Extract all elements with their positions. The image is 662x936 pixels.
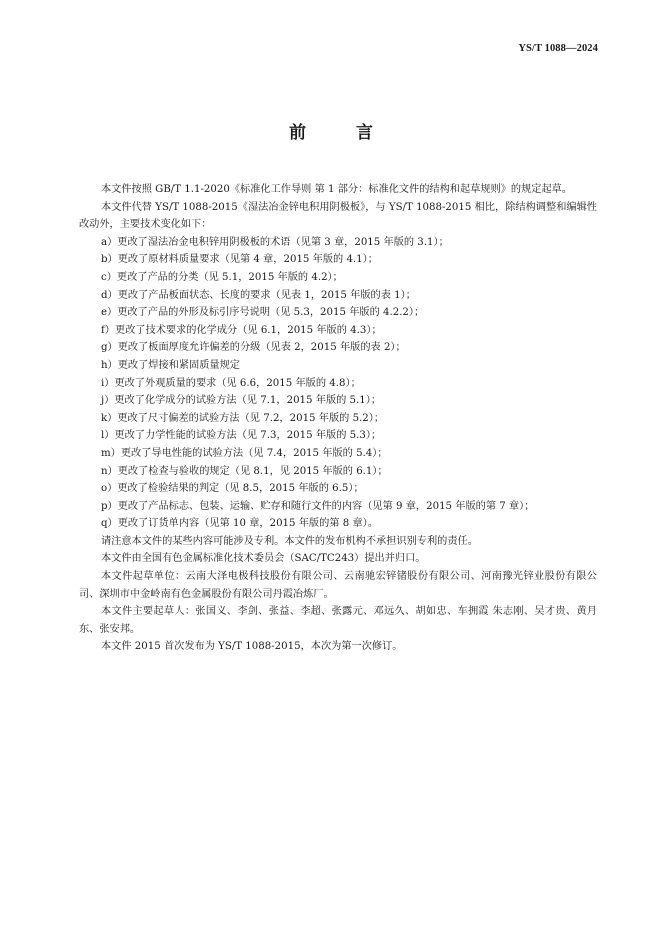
paragraph-replaces: 本文件代替 YS/T 1088-2015《湿法冶金锌电积用阴极板》，与 YS/T 1088-2015 相比，除结构调整和编辑性改动外，主要技术变化如下： bbox=[79, 201, 597, 231]
list-item: k）更改了尺寸偏差的试验方法（见 7.2，2015 年版的 5.2）； bbox=[101, 412, 385, 424]
list-item: h）更改了焊接和紧固质量规定 bbox=[101, 359, 240, 371]
list-item: d）更改了产品板面状态、长度的要求（见表 1，2015 年版的表 1）； bbox=[101, 289, 416, 301]
list-item: i）更改了外观质量的要求（见 6.6，2015 年版的 4.8）； bbox=[101, 377, 361, 389]
paragraph-drafting-units: 本文件起草单位：云南大泽电极科技股份有限公司、云南驰宏锌锗股份有限公司、河南豫光锌业股份有限公司、深圳市中金岭南有色金属股份有限公司丹霞冶炼厂。 bbox=[79, 571, 597, 600]
paragraph-patent-notice: 请注意本文件的某些内容可能涉及专利。本文件的发布机构不承担识别专利的责任。 bbox=[101, 535, 478, 547]
list-item: b）更改了原材料质量要求（见第 4 章，2015 年版的 4.1）； bbox=[101, 254, 378, 266]
page-title: 前 言 bbox=[289, 123, 395, 143]
list-item: g）更改了板面厚度允许偏差的分级（见表 2，2015 年版的表 2）； bbox=[101, 342, 406, 354]
list-item: e）更改了产品的外形及标引序号说明（见 5.3，2015 年版的 4.2.2）； bbox=[101, 307, 425, 319]
list-item: o）更改了检验结果的判定（见 8.5，2015 年版的 6.5）； bbox=[101, 483, 364, 495]
paragraph-drafters: 本文件主要起草人：张国义、李剑、张益、李超、张露元、邓远久、胡如忠、车拥霞 朱志刚、吴才贵、黄月东、张安邦。 bbox=[79, 606, 597, 635]
list-item: m）更改了导电性能的试验方法（见 7.4，2015 年版的 5.4）； bbox=[101, 447, 388, 459]
list-item: f）更改了技术要求的化学成分（见 6.1，2015 年版的 4.3）； bbox=[101, 324, 382, 336]
list-item: n）更改了检查与验收的规定（见 8.1，见 2015 年版的 6.1）； bbox=[101, 465, 388, 477]
list-item: a）更改了湿法冶金电积锌用阴极板的术语（见第 3 章，2015 年版的 3.1）； bbox=[101, 236, 449, 248]
paragraph-drafting-rules: 本文件按照 GB/T 1.1-2020《标准化工作导则 第 1 部分：标准化文件的结构和起草规则》的规定起草。 bbox=[101, 184, 573, 195]
list-item: p）更改了产品标志、包装、运输、贮存和随行文件的内容（见第 9 章，2015 年版的第 7 章）； bbox=[101, 500, 535, 512]
list-item: j）更改了化学成分的试验方法（见 7.1，2015 年版的 5.1）； bbox=[101, 395, 382, 407]
list-item: l）更改了力学性能的试验方法（见 7.3，2015 年版的 5.3）； bbox=[101, 430, 382, 442]
changes-list bbox=[79, 234, 597, 533]
paragraph-history: 本文件 2015 首次发布为 YS/T 1088-2015，本次为第一次修订。 bbox=[101, 641, 403, 653]
foreword-body bbox=[79, 181, 597, 656]
paragraph-proposer: 本文件由全国有色金属标准化技术委员会（SAC/TC243）提出并归口。 bbox=[101, 553, 426, 565]
list-item: q）更改了订货单内容（见第 10 章，2015 年版的第 8 章）。 bbox=[101, 518, 378, 530]
standard-code: YS/T 1088—2024 bbox=[518, 43, 598, 54]
list-item: c）更改了产品的分类（见 5.1，2015 年版的 4.2）； bbox=[101, 271, 343, 283]
